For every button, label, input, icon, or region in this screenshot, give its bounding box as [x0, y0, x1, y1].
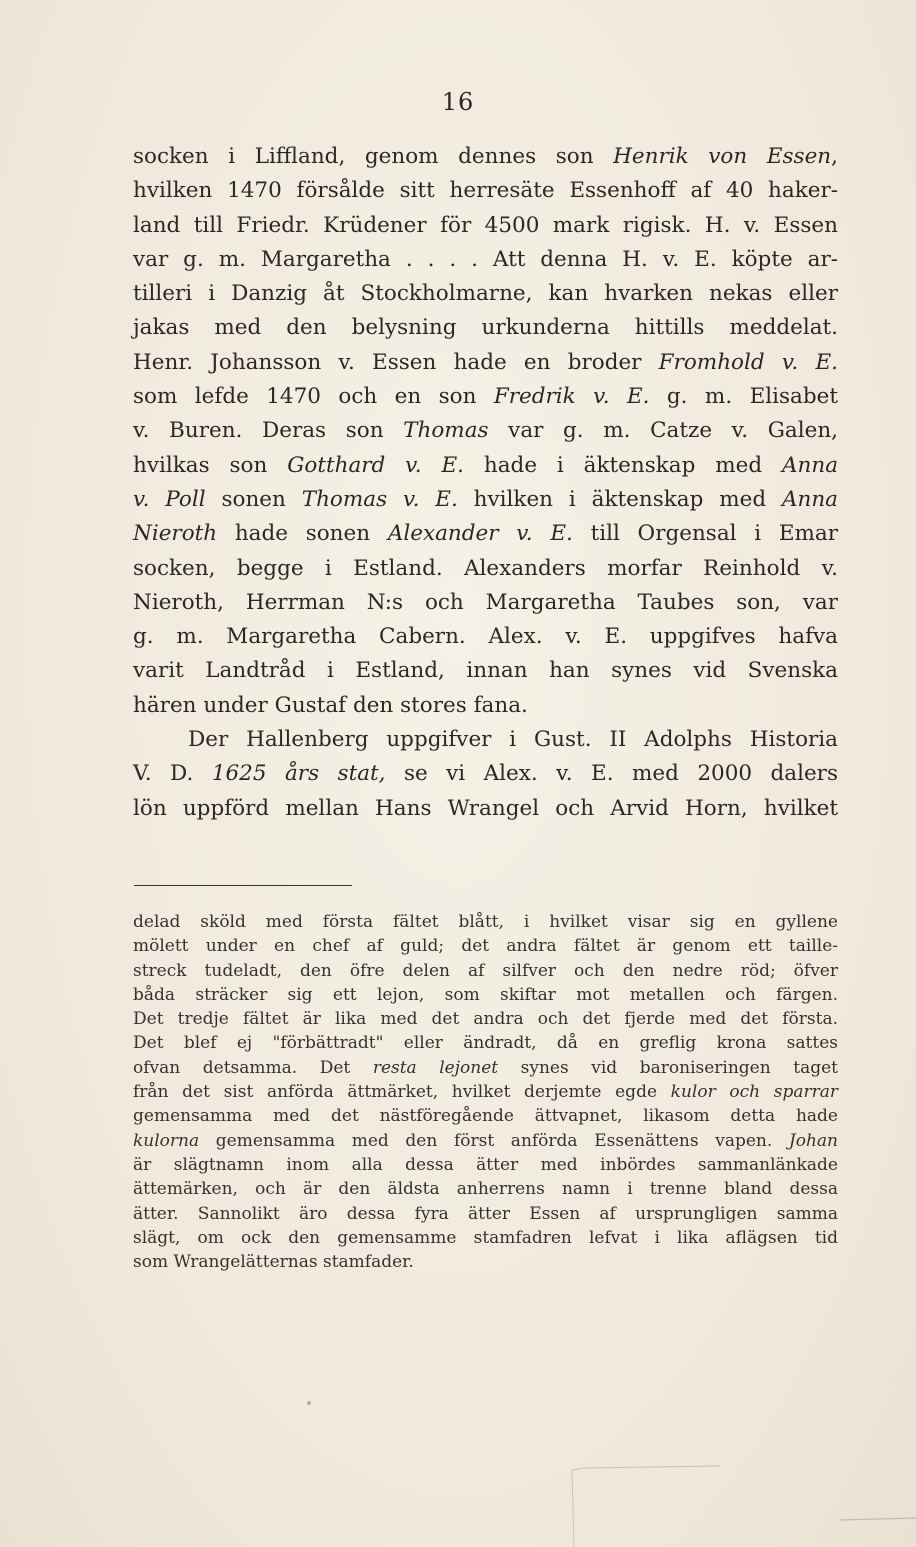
- text-line: hvilkas son Gotthard v. E. hade i äktenskap med Anna: [133, 452, 839, 478]
- footnote-divider: [134, 885, 352, 886]
- footnote-line: slägt, om ock den gemensamme stamfadren lefvat i lika aflägsen tid: [133, 1227, 838, 1248]
- text-line: V. D. 1625 års stat, se vi Alex. v. E. med 2000 dalers: [133, 761, 838, 787]
- text-line: Der Hallenberg uppgifver i Gust. II Adolphs Historia: [188, 727, 838, 753]
- text-line: lön uppförd mellan Hans Wrangel och Arvid Horn, hvilket: [133, 795, 838, 821]
- footnote-line: gemensamma med det nästföregående ättvapnet, likasom detta hade: [133, 1106, 838, 1127]
- footnote-line: delad sköld med första fältet blått, i hvilket visar sig en gyllene: [133, 912, 838, 932]
- page-number: 16: [441, 88, 475, 116]
- footnote-line: ättemärken, och är den äldsta anherrens namn i trenne bland dessa: [133, 1179, 838, 1200]
- text-line: som lefde 1470 och en son Fredrik v. E. g. m. Elisabet: [133, 384, 838, 410]
- footnote-line: mölett under en chef af guld; det andra fältet är genom ett taille-: [133, 936, 838, 957]
- text-line: hvilken 1470 försålde sitt herresäte Essenhoff af 40 haker-: [133, 178, 838, 204]
- text-line: tilleri i Danzig åt Stockholmarne, kan hvarken nekas eller: [133, 281, 838, 307]
- text-line: varit Landtråd i Estland, innan han synes vid Svenska: [133, 658, 838, 684]
- text-line: land till Friedr. Krüdener för 4500 mark rigisk. H. v. Essen: [133, 212, 838, 238]
- footnote-line: kulorna gemensamma med den först anförda Essenättens vapen. Johan: [133, 1130, 838, 1151]
- footnote-line: från det sist anförda ättmärket, hvilket derjemte egde kulor och sparrar: [133, 1082, 838, 1103]
- text-line: Nieroth, Herrman N:s och Margaretha Taubes son, var: [133, 589, 838, 615]
- footnote-line: ätter. Sannolikt äro dessa fyra ätter Essen af ursprungligen samma: [133, 1203, 838, 1224]
- paper-crease: [572, 1470, 574, 1547]
- footnote-line: streck tudeladt, den öfre delen af silfver och den nedre röd; öfver: [133, 960, 838, 981]
- paper-crease: [840, 1518, 916, 1520]
- footnote-line: Det blef ej "förbättradt" eller ändradt, då en greflig krona sattes: [133, 1033, 838, 1054]
- footnote-line: ofvan detsamma. Det resta lejonet synes vid baroniseringen taget: [133, 1057, 838, 1078]
- text-line: socken i Liffland, genom dennes son Henrik von Essen,: [133, 144, 838, 169]
- footnote-line: är slägtnamn inom alla dessa ätter med inbördes sammanlänkade: [133, 1154, 838, 1175]
- text-line: v. Poll sonen Thomas v. E. hvilken i äktenskap med Anna: [133, 486, 838, 512]
- main-text: [133, 140, 838, 826]
- footnote-line: Det tredje fältet är lika med det andra och det fjerde med det första.: [133, 1009, 838, 1030]
- footnote: [133, 910, 838, 1274]
- text-line: g. m. Margaretha Cabern. Alex. v. E. uppgifves hafva: [133, 624, 838, 650]
- text-line: Henr. Johansson v. Essen hade en broder Fromhold v. E.: [133, 349, 838, 375]
- text-line: jakas med den belysning urkunderna hittills meddelat.: [133, 315, 838, 341]
- text-line: hären under Gustaf den stores fana.: [133, 692, 528, 718]
- text-line: Nieroth hade sonen Alexander v. E. till Orgensal i Emar: [133, 521, 838, 547]
- paper-crease: [572, 1466, 720, 1470]
- footnote-line: båda sträcker sig ett lejon, som skiftar mot metallen och färgen.: [133, 984, 838, 1005]
- footnote-line: som Wrangelätternas stamfader.: [133, 1252, 414, 1273]
- text-line: v. Buren. Deras son Thomas var g. m. Catze v. Galen,: [133, 418, 839, 444]
- text-line: socken, begge i Estland. Alexanders morfar Reinhold v.: [133, 555, 838, 581]
- paper-speck: [307, 1401, 311, 1405]
- text-line: var g. m. Margaretha . . . . Att denna H. v. E. köpte ar-: [133, 246, 838, 272]
